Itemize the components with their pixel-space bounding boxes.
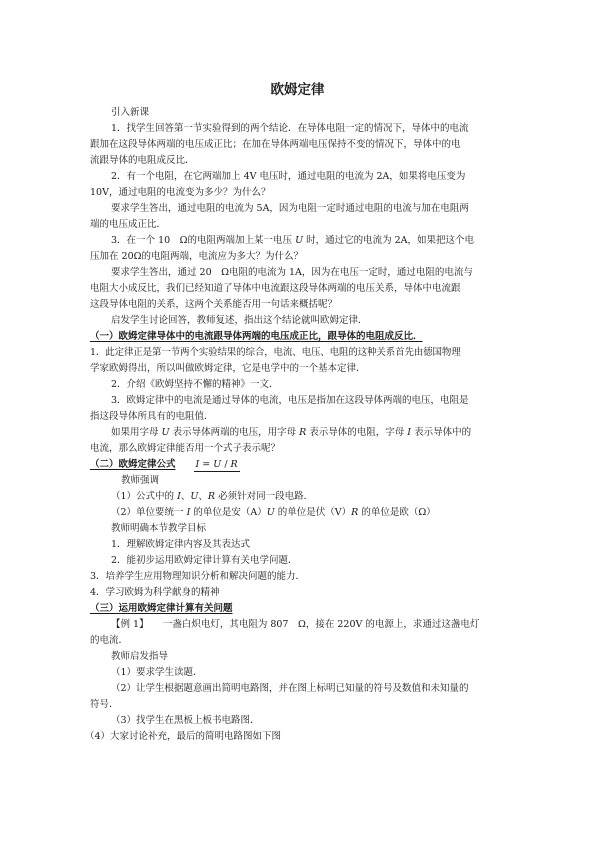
paragraph-line: 1．此定律正是第一节两个实验结果的综合，电流、电压、电阻的这种关系首先由德国物理 — [90, 347, 461, 358]
paragraph-line: 10V，通过电阻的电流变为多少？为什么？ — [90, 187, 271, 198]
paragraph-line: 2．有一个电阻，在它两端加上 4V 电压时，通过电阻的电流为 2A，如果将电压变为 — [111, 171, 466, 182]
paragraph-line: （3）找学生在黑板上板书电路图． — [111, 715, 260, 726]
paragraph-line: 端的电压成正比． — [90, 219, 167, 230]
paragraph-line: （2）单位要统一 I 的单位是安（A）U 的单位是伏（V）R 的单位是欧（Ω） — [111, 507, 436, 518]
list-item: 3．培养学生应用物理知识分析和解决问题的能力． — [90, 571, 306, 582]
paragraph-line: 引入新课 — [111, 107, 150, 118]
paragraph-line: 学家欧姆得出，所以叫做欧姆定律，它是电学中的一个基本定律． — [90, 363, 366, 374]
ohm-formula: I = U / R — [195, 459, 238, 470]
paragraph-line: 教师明确本节教学目标 — [111, 523, 207, 534]
paragraph-line: （1）公式中的 I、U、R 必须针对同一段电路． — [111, 491, 314, 502]
paragraph-line: 要求学生答出，通过 20 Ω电阻的电流为 1A，因为在电压一定时，通过电阻的电流与 — [111, 267, 473, 278]
paragraph-line: 要求学生答出，通过电阻的电流为 5A，因为电阻一定时通过电阻的电流与加在电阻两 — [111, 203, 469, 214]
paragraph-line: 2．介绍《欧姆坚持不懈的精神》一文． — [111, 379, 279, 390]
paragraph-line: 这段导体电阻的关系，这两个关系能否用一句话来概括呢？ — [90, 299, 338, 310]
paragraph-line: 3．在一个 10 Ω的电阻两端加上某一电压 U 时，通过它的电流为 2A，如果把这个电 — [111, 235, 475, 246]
paragraph-line: 如果用字母 U 表示导体两端的电压，用字母 R 表示导体的电阻，字母 I 表示导体中的 — [111, 427, 472, 438]
paragraph-line: （1）要求学生读题． — [111, 667, 203, 678]
paragraph-line: （2）让学生根据题意画出简明电路图，并在图上标明已知量的符号及数值和未知量的 — [111, 683, 469, 694]
list-item: 2．能初步运用欧姆定律计算有关电学问题． — [111, 555, 298, 566]
paragraph-line: 教师启发指导 — [111, 651, 169, 662]
paragraph-line: 启发学生讨论回答，教师复述，指出这个结论就叫欧姆定律． — [111, 315, 368, 326]
paragraph-line: 教师强调 — [121, 475, 160, 486]
paragraph-line: 的电流． — [90, 635, 129, 646]
paragraph-line: 跟加在这段导体两端的电压成正比；在加在导体两端电压保持不变的情况下，导体中的电 — [90, 139, 461, 150]
paragraph-line: 电阻大小成反比，我们已经知道了导体中电流跟这段导体两端的电压关系，导体中电流跟 — [90, 283, 461, 294]
paragraph-line: 1．找学生回答第一节实验得到的两个结论．在导体电阻一定的情况下，导体中的电流 — [111, 123, 469, 134]
paragraph-line: 指这段导体所具有的电阻值． — [90, 411, 214, 422]
paragraph-line: 【例 1】 一盏白炽电灯，其电阻为 807 Ω，接在 220V 的电源上，求通过这盏电灯 — [111, 619, 480, 630]
paragraph-line: （4）大家讨论补充，最后的简明电路图如下图 — [85, 731, 282, 742]
page-title: 欧姆定律 — [270, 82, 325, 98]
paragraph-line: 流跟导体的电阻成反比． — [90, 155, 195, 166]
section-heading: （一）欧姆定律导体中的电流跟导体两端的电压成正比，跟导体的电阻成反比． — [90, 331, 423, 342]
paragraph-line: 电流，那么欧姆定律能否用一个式子表示呢？ — [90, 443, 281, 454]
paragraph-line: 符号． — [90, 699, 119, 710]
list-item: 1．理解欧姆定律内容及其表达式 — [111, 539, 251, 550]
paragraph-line: 压加在 20Ω的电阻两端，电流应为多大？为什么？ — [90, 251, 303, 262]
section-heading: （三）运用欧姆定律计算有关问题 — [90, 603, 233, 614]
list-item: 4．学习欧姆为科学献身的精神 — [90, 587, 220, 598]
paragraph-line: 3．欧姆定律中的电流是通过导体的电流，电压是指加在这段导体两端的电压，电阻是 — [111, 395, 469, 406]
section-heading: （二）欧姆定律公式 I = U / R — [90, 459, 238, 470]
